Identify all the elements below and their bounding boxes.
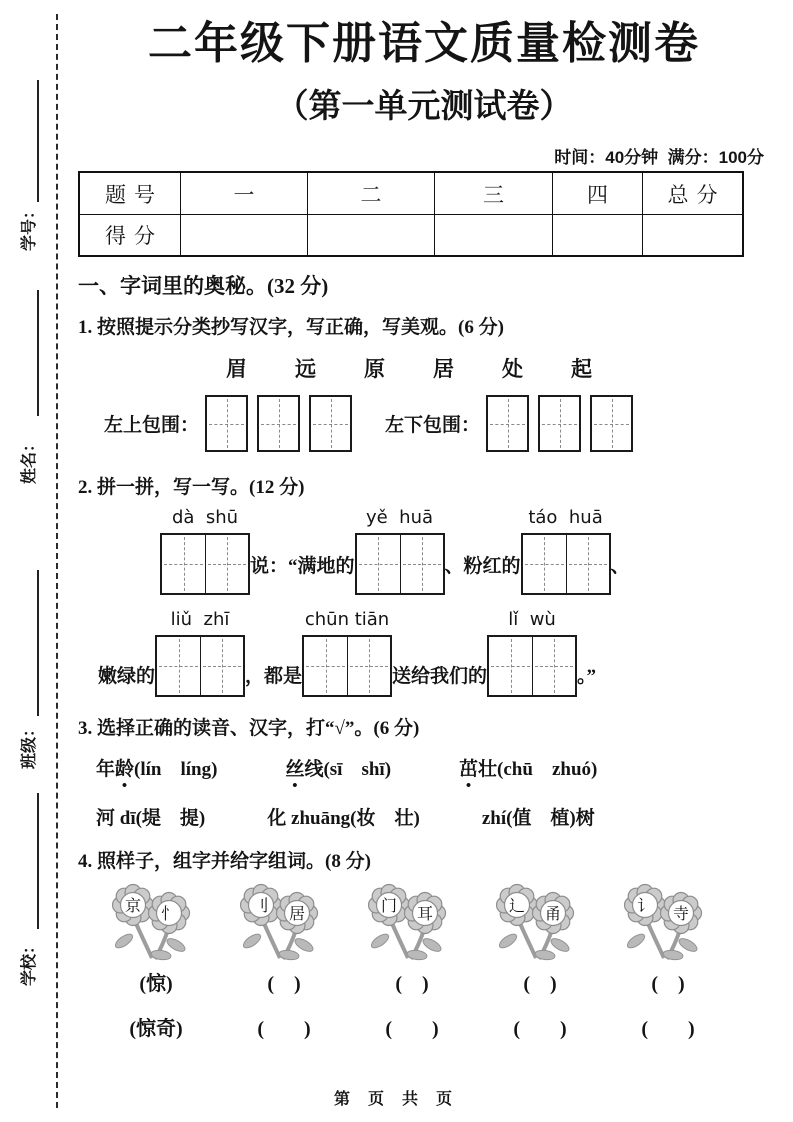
- q4-answer-row-word: [92, 1012, 732, 1041]
- q3-item-dotted-char: 丝: [285, 759, 305, 781]
- score-cell-4[interactable]: [552, 214, 642, 255]
- flower-pair-ju: [220, 879, 348, 963]
- q3-row1: [96, 754, 770, 781]
- q2-row2: [98, 609, 770, 697]
- q3-item-dotted-char: 茁: [459, 759, 479, 781]
- flower-char-right: 甬: [544, 906, 562, 924]
- q4-blank-char[interactable]: ( ): [267, 973, 301, 996]
- writing-box[interactable]: [257, 395, 300, 452]
- writing-box-pair[interactable]: [302, 635, 392, 697]
- seal-line: [56, 14, 58, 1108]
- q1-char: 远: [295, 357, 316, 382]
- score-row-label: 得分: [80, 214, 180, 255]
- q3-item-options: 壮(chū zhuó): [478, 759, 598, 781]
- flower-char-right: 耳: [416, 906, 434, 924]
- q2-sentence-part: 、: [610, 556, 630, 578]
- q2-pinyin-liuzhi: liǔ zhī: [170, 609, 230, 631]
- flower-char-left: 辶: [508, 898, 526, 916]
- flower-pair-illustration: [361, 879, 463, 963]
- q1-text: 1. 按照提示分类抄写汉字，写正确，写美观。(6 分): [78, 317, 504, 339]
- q3-item[interactable]: zhí(值 植)树: [481, 808, 595, 830]
- score-cell-2[interactable]: [307, 214, 434, 255]
- q1-answer-row: [104, 395, 770, 452]
- q1-char: 居: [433, 357, 454, 382]
- name-label: 姓名：: [21, 436, 38, 485]
- score-table-header-total: 总分: [642, 173, 742, 214]
- q3-item[interactable]: [96, 754, 217, 781]
- name-blank-line[interactable]: [37, 290, 39, 416]
- q3-item-options: (lín líng): [134, 759, 218, 781]
- score-cell-total[interactable]: [642, 214, 742, 255]
- q2-pinyin-yehua: yě huā: [366, 507, 434, 529]
- flower-char-left: 刂: [252, 898, 270, 916]
- page-subtitle: （第一单元测试卷）: [275, 87, 573, 125]
- q3-item[interactable]: [285, 754, 391, 781]
- q1-left-bottom-label: 左下包围：: [385, 415, 481, 437]
- page-footer: 第 页 共 页: [333, 1091, 459, 1108]
- q1-char: 原: [364, 357, 385, 382]
- score-table-header-4: 四: [552, 173, 642, 214]
- q2-row1: [160, 507, 770, 595]
- flower-char-left: 京: [124, 898, 142, 916]
- writing-box-pair[interactable]: [487, 635, 577, 697]
- score-table: [78, 171, 744, 257]
- flower-pair-wen: [348, 879, 476, 963]
- q2-sentence-part: 说：“满地的: [250, 556, 355, 578]
- writing-box[interactable]: [538, 395, 581, 452]
- student-id-label: 学号：: [21, 203, 38, 252]
- q4-blank-char[interactable]: ( ): [523, 973, 557, 996]
- q4-blank-char[interactable]: ( ): [395, 973, 429, 996]
- q3-item[interactable]: 河 dī(堤 提): [96, 808, 206, 830]
- flower-char-left: 讠: [636, 898, 654, 916]
- q2-text: 2. 拼一拼，写一写。(12 分): [78, 477, 305, 499]
- score-table-header-1: 一: [180, 173, 307, 214]
- page-title: 二年级下册语文质量检测卷: [148, 19, 700, 68]
- section1-heading: 一、字词里的奥秘。(32 分): [78, 274, 329, 299]
- flower-char-right: 居: [288, 906, 306, 924]
- q1-left-top-label: 左上包围：: [104, 415, 200, 437]
- writing-box-pair[interactable]: [521, 533, 611, 595]
- writing-box[interactable]: [486, 395, 529, 452]
- score-cell-3[interactable]: [434, 214, 552, 255]
- flower-char-left: 门: [380, 898, 398, 916]
- q2-pinyin-chuntian: chūn tiān: [304, 609, 390, 631]
- writing-box[interactable]: [309, 395, 352, 452]
- score-table-header-3: 三: [434, 173, 552, 214]
- q2-sentence-part: 。”: [577, 666, 597, 688]
- school-blank-line[interactable]: [37, 793, 39, 929]
- q4-blank-word[interactable]: ( ): [257, 1018, 311, 1041]
- q2-pinyin-taohua: táo huā: [528, 507, 603, 529]
- q2-pinyin-liwu: lǐ wù: [508, 609, 556, 631]
- class-blank-line[interactable]: [37, 570, 39, 716]
- q4-blank-word[interactable]: ( ): [641, 1018, 695, 1041]
- q4-flower-row: [92, 879, 732, 963]
- q1-char: 起: [571, 357, 592, 382]
- flower-pair-illustration: [489, 879, 591, 963]
- q2-sentence-part: 嫩绿的: [98, 666, 156, 688]
- writing-box[interactable]: [590, 395, 633, 452]
- writing-box[interactable]: [205, 395, 248, 452]
- q3-row2: [96, 803, 770, 830]
- flower-pair-jing: [92, 879, 220, 963]
- score-cell-1[interactable]: [180, 214, 307, 255]
- q4-text: 4. 照样子，组字并给字组词。(8 分): [78, 851, 371, 873]
- q3-item-options: 线(sī shī): [304, 759, 392, 781]
- q1-character-row: [226, 353, 770, 383]
- flower-pair-illustration: [233, 879, 335, 963]
- flower-char-right: 忄: [160, 906, 178, 924]
- q2-pinyin-dashu: dà shū: [171, 507, 239, 529]
- q4-answer-row-char: [92, 967, 732, 996]
- writing-box-pair[interactable]: [355, 533, 445, 595]
- q3-item[interactable]: 化 zhuāng(妆 壮): [267, 808, 420, 830]
- q3-item-pre: 年: [96, 759, 116, 781]
- q4-example-char: (惊): [139, 973, 173, 996]
- q3-item[interactable]: [459, 754, 597, 781]
- q3-text: 3. 选择正确的读音、汉字，打“√”。(6 分): [78, 718, 420, 740]
- paper-body: [78, 20, 770, 1041]
- q2-sentence-part: 送给我们的: [392, 666, 488, 688]
- q2-sentence-part: ，都是: [245, 666, 303, 688]
- writing-box-pair[interactable]: [155, 635, 245, 697]
- score-table-header-2: 二: [307, 173, 434, 214]
- flower-pair-shi: [604, 879, 732, 963]
- writing-box-pair[interactable]: [160, 533, 250, 595]
- q2-sentence-part: 、粉红的: [444, 556, 521, 578]
- class-label: 班级：: [21, 721, 38, 770]
- flower-pair-illustration: [617, 879, 719, 963]
- q4-blank-word[interactable]: ( ): [385, 1018, 439, 1041]
- q4-blank-word[interactable]: ( ): [513, 1018, 567, 1041]
- q3-item-dotted-char: 龄: [115, 759, 135, 781]
- time-score-meta: 时间：40分钟 满分：100分: [554, 148, 764, 168]
- q1-char: 眉: [226, 357, 247, 382]
- q4-example-word: (惊奇): [129, 1018, 183, 1041]
- score-table-header-timu: 题号: [105, 182, 163, 207]
- q1-char: 处: [502, 357, 523, 382]
- q4-blank-char[interactable]: ( ): [651, 973, 685, 996]
- flower-char-right: 寺: [672, 906, 690, 924]
- flower-pair-tong: [476, 879, 604, 963]
- flower-pair-illustration: [105, 879, 207, 963]
- school-label: 学校：: [21, 938, 38, 987]
- student-id-blank-line[interactable]: [37, 80, 39, 202]
